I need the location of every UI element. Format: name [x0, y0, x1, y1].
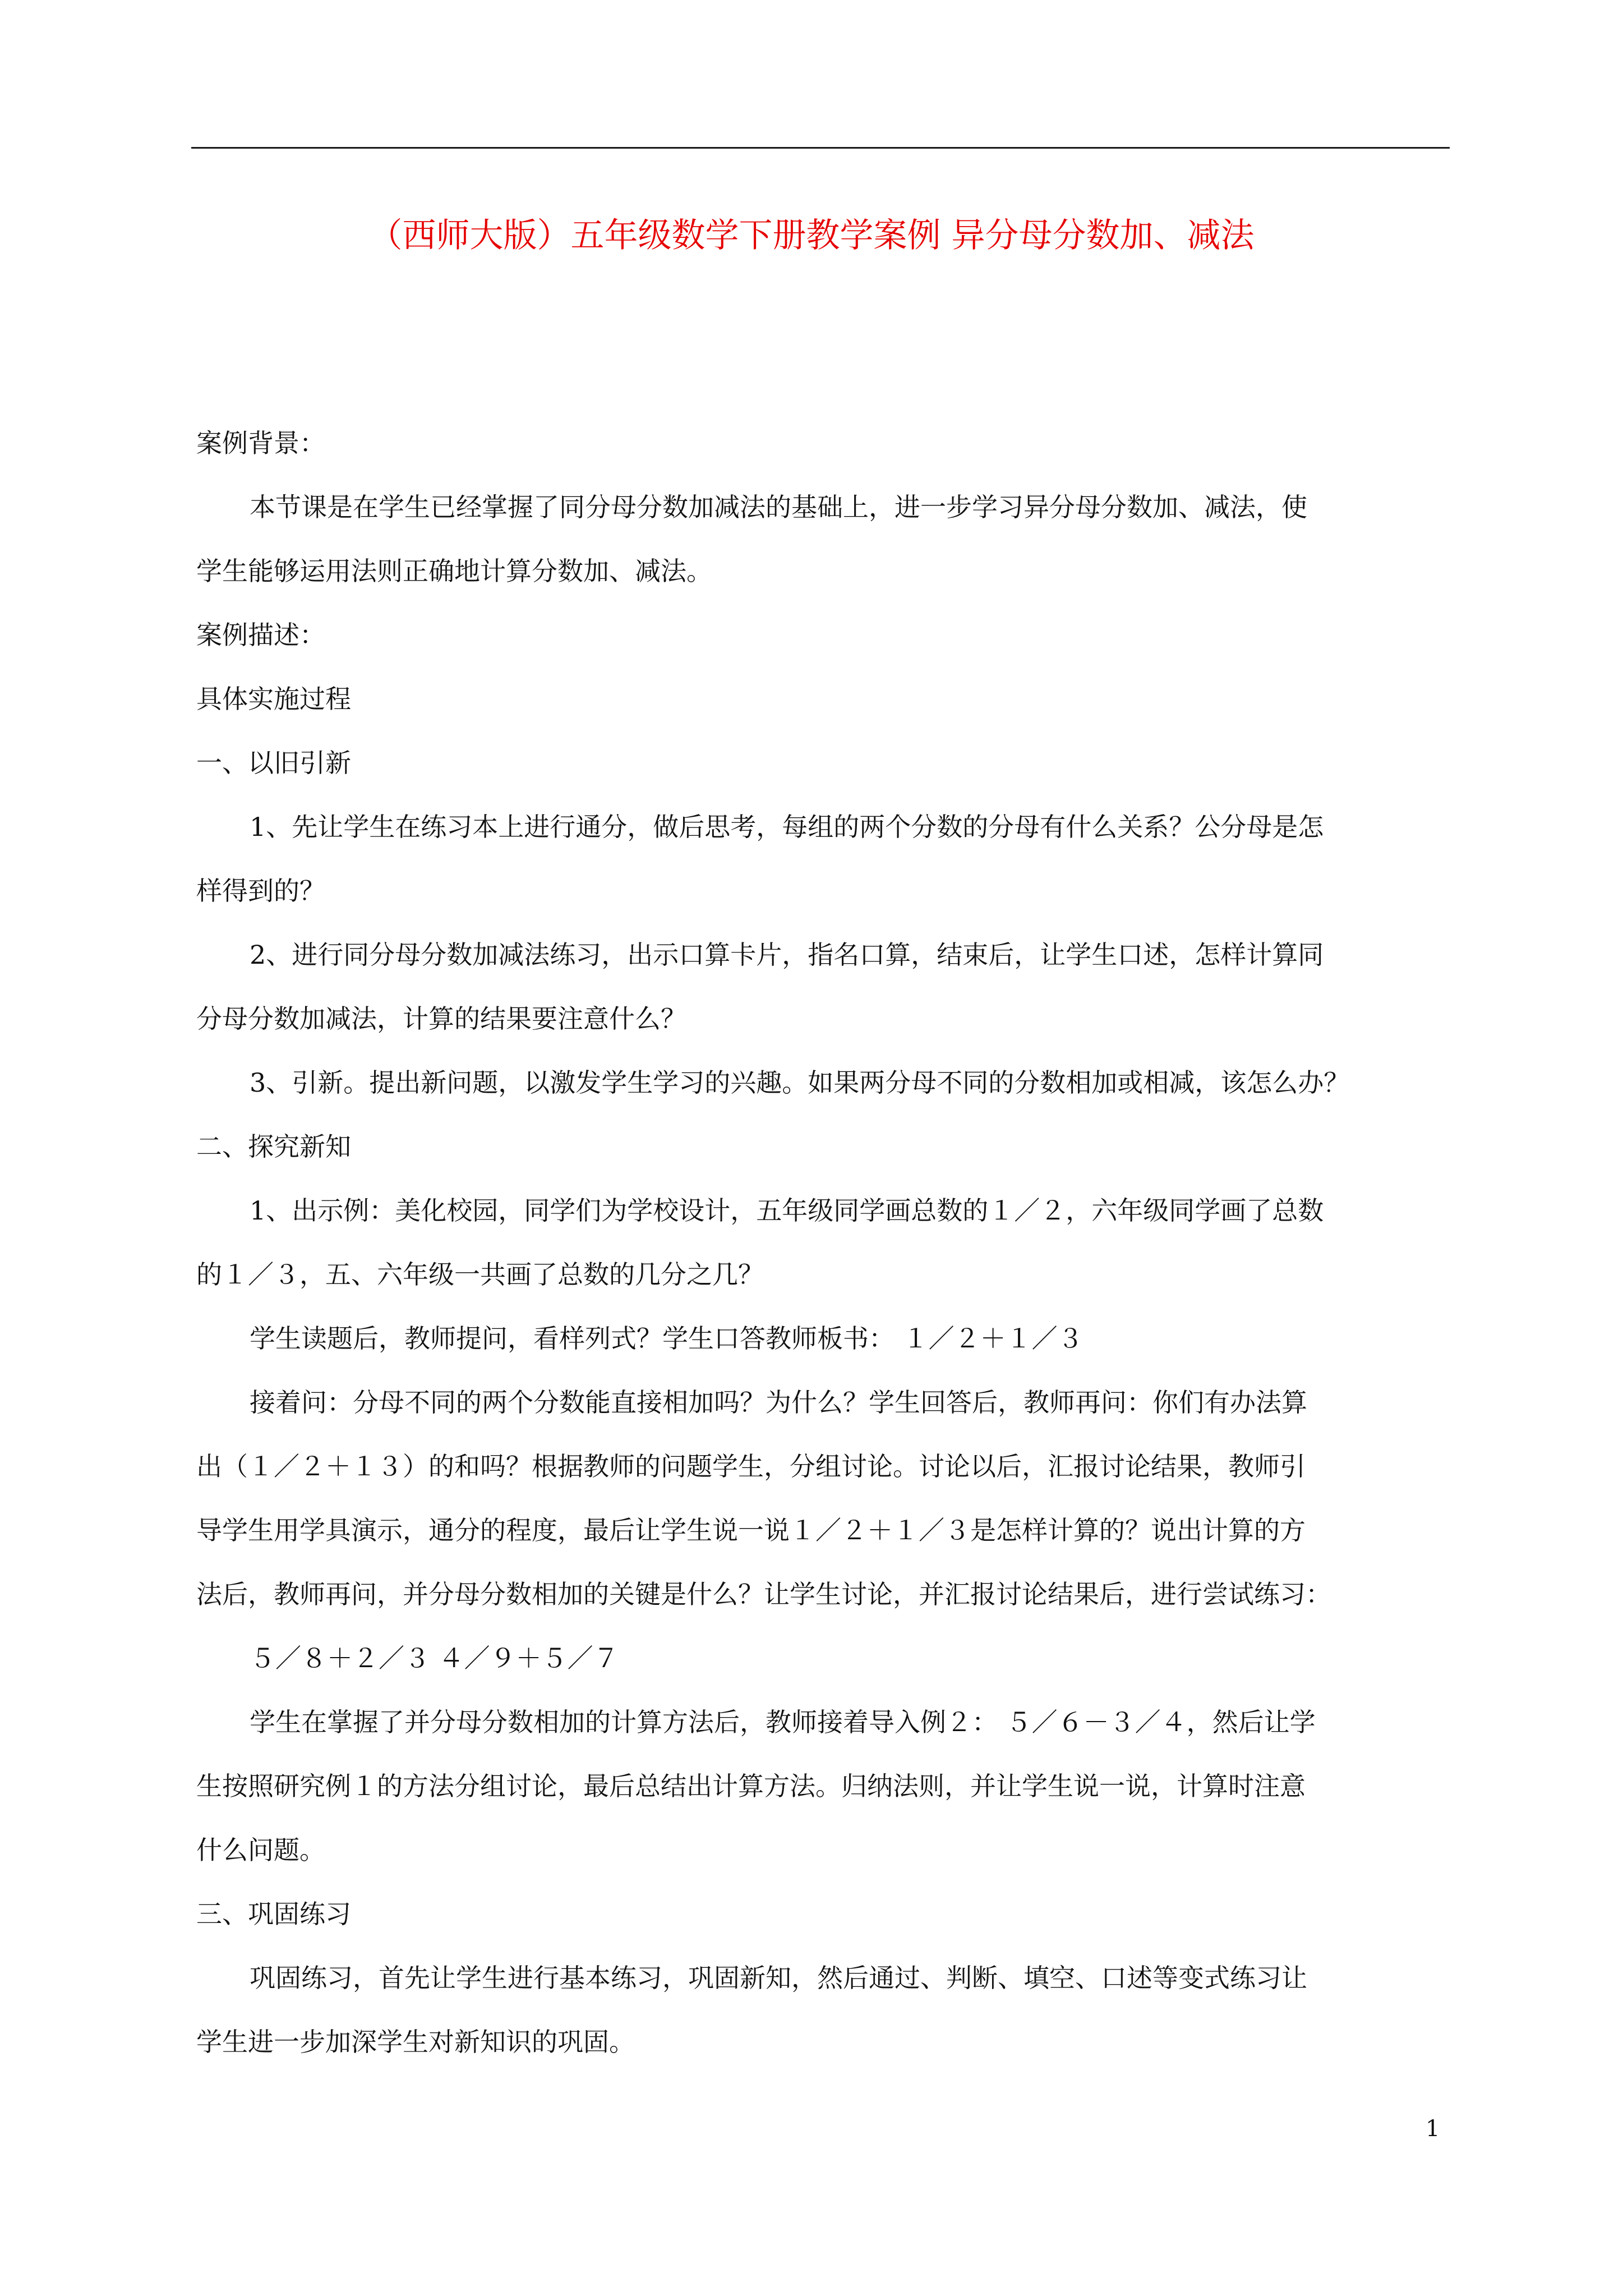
header-rule [191, 147, 1450, 149]
section-heading-1: 一、以旧引新 [196, 748, 351, 778]
paragraph-line: 3、引新。提出新问题，以激发学生学习的兴趣。如果两分母不同的分数相加或相减，该怎么办？ [250, 1068, 1350, 1098]
paragraph-line: 法后，教师再问，并分母分数相加的关键是什么？让学生讨论，并汇报讨论结果后，进行尝试练习： [196, 1579, 1331, 1609]
paragraph-line: 的１／３，五、六年级一共画了总数的几分之几？ [196, 1259, 764, 1290]
paragraph-line: 1、出示例：美化校园，同学们为学校设计，五年级同学画总数的１／２，六年级同学画了总数 [250, 1195, 1324, 1226]
paragraph-line: 生按照研究例１的方法分组讨论，最后总结出计算方法。归纳法则，并让学生说一说，计算时注意 [196, 1771, 1306, 1801]
paragraph-line: 学生能够运用法则正确地计算分数加、减法。 [196, 556, 712, 586]
subheading-process: 具体实施过程 [196, 684, 351, 714]
section-heading-description: 案例描述： [196, 620, 325, 650]
paragraph-line: 本节课是在学生已经掌握了同分母分数加减法的基础上，进一步学习异分母分数加、减法，使 [250, 492, 1307, 522]
practice-expressions: ５／８＋２／３ ４／９＋５／７ [250, 1643, 619, 1673]
section-heading-background: 案例背景： [196, 428, 325, 458]
paragraph-line: 2、进行同分母分数加减法练习，出示口算卡片，指名口算，结束后，让学生口述，怎样计算同 [250, 940, 1324, 970]
paragraph-line: 巩固练习，首先让学生进行基本练习，巩固新知，然后通过、判断、填空、口述等变式练习让 [250, 1963, 1307, 1993]
paragraph-line: 什么问题。 [196, 1835, 325, 1865]
section-heading-2: 二、探究新知 [196, 1131, 351, 1162]
page-number: 1 [1426, 2116, 1440, 2142]
paragraph-line: 分母分数加减法，计算的结果要注意什么？ [196, 1004, 686, 1034]
paragraph-line: 学生读题后，教师提问，看样列式？学生口答教师板书： １／２＋１／３ [250, 1323, 1083, 1354]
paragraph-line: 出（１／２＋１３）的和吗？根据教师的问题学生，分组讨论。讨论以后，汇报讨论结果，教师引 [196, 1451, 1306, 1481]
paragraph-line: 学生在掌握了并分母分数相加的计算方法后，教师接着导入例２： ５／６－３／４，然后让学 [250, 1707, 1316, 1737]
paragraph-line: 学生进一步加深学生对新知识的巩固。 [196, 2027, 635, 2057]
paragraph-line: 接着问：分母不同的两个分数能直接相加吗？为什么？学生回答后，教师再问：你们有办法算 [250, 1387, 1307, 1418]
section-heading-3: 三、巩固练习 [196, 1899, 351, 1929]
paragraph-line: 1、先让学生在练习本上进行通分，做后思考，每组的两个分数的分母有什么关系？公分母是怎 [250, 812, 1324, 842]
document-title: （西师大版）五年级数学下册教学案例 异分母分数加、减法 [368, 216, 1255, 255]
paragraph-line: 导学生用学具演示，通分的程度，最后让学生说一说１／２＋１／３是怎样计算的？说出计算的方 [196, 1515, 1306, 1545]
paragraph-line: 样得到的？ [196, 876, 325, 906]
